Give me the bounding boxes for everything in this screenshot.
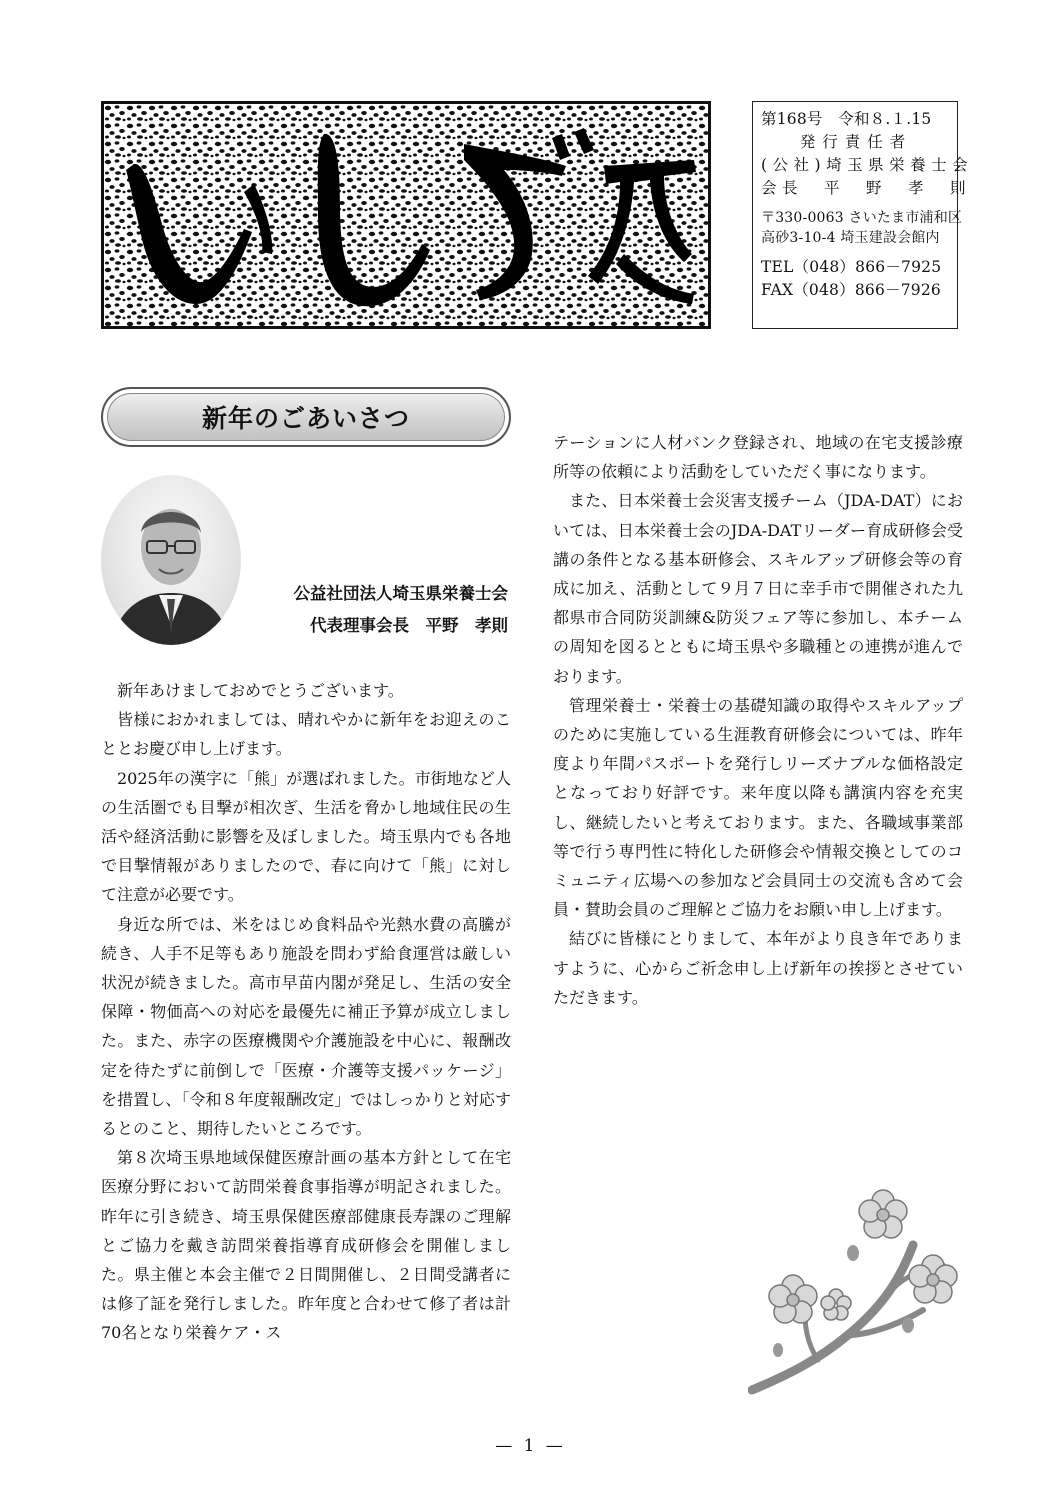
paragraph: 身近な所では、米をはじめ食料品や光熱水費の高騰が続き、人手不足等もあり施設を問わず給食運営は厳しい状況が続きました。高市早苗内閣が発足し、生活の安全保障・物価高への対応を最優先に補正予算が成立しました。また、赤字の医療機関や介護施設を中心に、報酬改定を待たずに前倒しで「医療・介護等支援パッケージ」を措置し、「令和８年度報酬改定」ではしっかりと対応するとのこと、期待したいところです。 — [101, 914, 511, 1139]
portrait-illustration — [101, 475, 241, 645]
paragraph: 第８次埼玉県地域保健医療計画の基本方針として在宅医療分野において訪問栄養食事指導が明記されました。昨年に引き続き、埼玉県保健医療部健康長寿課のご理解とご協力を戴き訪問栄養指導育成研修会を開催しました。県主催と本会主催で２日間開催し、２日間受講者には修了証を発行しました。昨年度と合わせて修了者は計70名となり栄養ケア・ス — [101, 1148, 511, 1343]
paragraph: 2025年の漢字に「熊」が選ばれました。市街地など人の生活圏でも目撃が相次ぎ、生活を脅かし地域住民の生活や経済活動に影響を及ぼしました。埼玉県内でも各地で目撃情報がありましたので、春に向けて「熊」に対して注意が必要です。 — [101, 768, 511, 905]
page-number: — 1 — — [495, 1436, 566, 1456]
masthead-logo — [101, 101, 711, 329]
paragraph-continuation: テーションに人材バンク登録され、地域の在宅支援診療所等の依頼により活動をしていただく事になります。 — [553, 433, 963, 482]
author-portrait — [101, 475, 241, 645]
plum-blossom-illustration — [748, 1185, 968, 1395]
paragraph: 結びに皆様にとりまして、本年がより良き年でありますように、心からご祈念申し上げ新年の挨拶とさせていただきます。 — [553, 929, 963, 1007]
telephone: TEL（048）866－7925 — [761, 258, 942, 276]
article-title: 新年のごあいさつ — [101, 387, 511, 447]
article-column-right — [553, 428, 963, 1012]
fax: FAX（048）866－7926 — [761, 281, 941, 299]
organization-name: (公社)埼玉県栄養士会 — [761, 156, 974, 174]
address-line-2: 高砂3-10-4 埼玉建設会館内 — [761, 230, 940, 246]
plum-blossom-icon — [748, 1185, 968, 1395]
article-column-left — [101, 676, 511, 1348]
author-signature — [240, 578, 508, 642]
address-line-1: 〒330-0063 さいたま市浦和区 — [761, 210, 963, 226]
issue-number-date: 第168号 令和８.１.15 — [761, 110, 932, 128]
author-name: 代表理事会長 平野 孝則 — [310, 616, 508, 635]
president-name: 会長 平 野 孝 則 — [761, 179, 972, 197]
logo-artwork — [104, 104, 708, 326]
paragraph: 管理栄養士・栄養士の基礎知識の取得やスキルアップのために実施している生涯教育研修会については、昨年度より年間パスポートを発行しリーズナブルな価格設定となっており好評です。来年度以降も講演内容を充実し、継続したいと考えております。また、各職域事業部等で行う専門性に特化した研修会や情報交換としてのコミュニティ広場への参加など会員同士の交流も含めて会員・賛助会員のご理解とご協力をお願い申し上げます。 — [553, 695, 963, 920]
paragraph: 皆様におかれましては、晴れやかに新年をお迎えのこととお慶び申し上げます。 — [101, 710, 511, 759]
paragraph: 新年あけましておめでとうございます。 — [117, 681, 404, 700]
publisher-label: 発行責任者 — [799, 133, 913, 151]
author-organization: 公益社団法人埼玉県栄養士会 — [293, 584, 508, 603]
publication-info-box — [752, 101, 974, 329]
paragraph: また、日本栄養士会災害支援チーム（JDA-DAT）においては、日本栄養士会のJDA-DATリーダー育成研修会受講の条件となる基本研修会、スキルアップ研修会等の育成に加え、活動として９月７日に幸手市で開催された九都県市合同防災訓練&防災フェア等に参加し、本チームの周知を図るとともに埼玉県や多職種との連携が進んでおります。 — [553, 491, 963, 686]
